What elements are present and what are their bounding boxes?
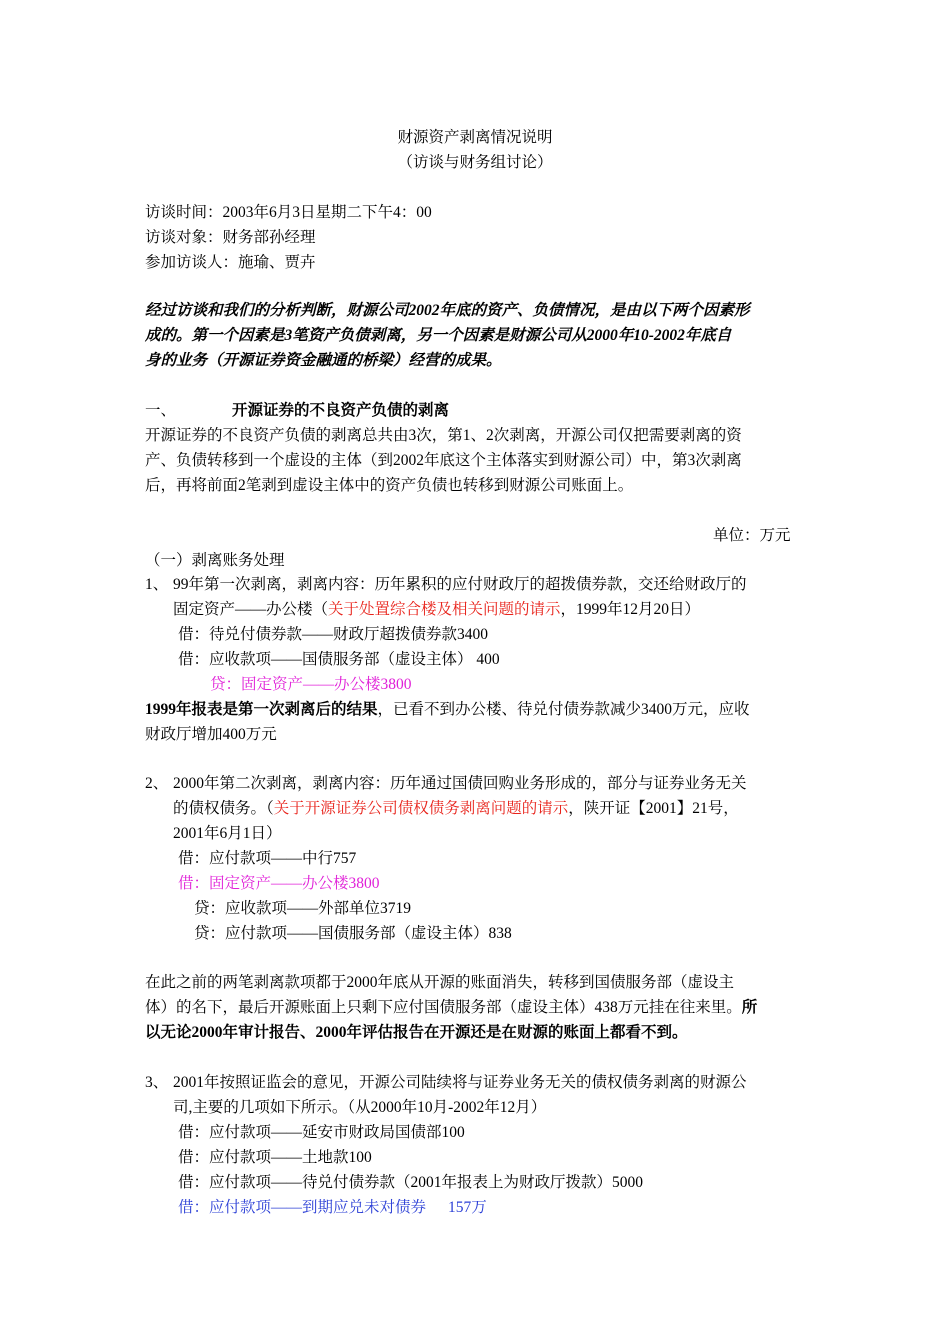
item1-number: 1、 — [145, 576, 169, 593]
item2-line2 — [173, 796, 739, 821]
item3-blue-entry-amount: 157万 — [448, 1199, 487, 1216]
para2-line1: 在此之前的两笔剥离款项都于2000年底从开源的账面消失，转移到国债服务部（虚设主 — [145, 974, 735, 991]
para2-line2-bold: 所 — [741, 999, 758, 1016]
item3-text: 2001年按照证监会的意见，开源公司陆续将与证券业务无关的债权债务剥离的财源公 — [173, 1074, 747, 1091]
item3-number: 3、 — [145, 1074, 169, 1091]
item3-blue-entry — [178, 1195, 487, 1220]
item1-result-rest: ，已看不到办公楼、待兑付债券款减少3400万元，应收 — [377, 701, 750, 718]
item1-line1 — [145, 572, 747, 597]
item2-text-post: ，陕开证【2001】21号， — [568, 800, 739, 817]
subsection-heading: （一）剥离账务处理 — [145, 552, 285, 569]
item3-entry: 借：应付款项——土地款100 — [178, 1149, 372, 1166]
item3-line1 — [145, 1070, 747, 1095]
item1-entry: 借：应收款项——国债服务部（虚设主体） 400 — [178, 651, 500, 668]
item2-credit-entry: 贷：应付款项——国债服务部（虚设主体）838 — [194, 925, 512, 942]
interview-participants: 参加访谈人：施瑜、贾卉 — [145, 254, 316, 271]
section1-intro-line: 后，再将前面2笔剥到虚设主体中的资产负债也转移到财源公司账面上。 — [145, 477, 634, 494]
item1-line2 — [173, 597, 700, 622]
item2-credit-entry: 贷：应收款项——外部单位3719 — [194, 900, 412, 917]
item2-text-pre: 的债权债务。（ — [173, 800, 274, 817]
item3-line2: 司,主要的几项如下所示。（从2000年10月-2002年12月） — [173, 1099, 547, 1116]
item1-result-bold: 1999年报表是第一次剥离后的结果 — [145, 701, 378, 718]
summary-line: 经过访谈和我们的分析判断，财源公司2002年底的资产、负债情况，是由以下两个因素形 — [145, 302, 750, 319]
summary-line: 成的。第一个因素是3笔资产负债剥离，另一个因素是财源公司从2000年10-2002年底自 — [145, 327, 732, 344]
unit-label: 单位：万元 — [713, 527, 791, 544]
section1-intro-line: 开源证券的不良资产负债的剥离总共由3次，第1、2次剥离，开源公司仅把需要剥离的资 — [145, 427, 742, 444]
item2-document-ref: 关于开源证券公司债权债务剥离问题的请示 — [273, 800, 569, 817]
para2-line3: 以无论2000年审计报告、2000年评估报告在开源还是在财源的账面上都看不到。 — [145, 1024, 688, 1041]
item2-debit-entry: 借：应付款项——中行757 — [178, 850, 357, 867]
item1-text: 99年第一次剥离，剥离内容：历年累积的应付财政厅的超拨债券款，交还给财政厅的 — [173, 576, 747, 593]
item1-entry: 借：待兑付债券款——财政厅超拨债券款3400 — [178, 626, 489, 643]
item1-result-line1 — [145, 697, 750, 722]
doc-subtitle: （访谈与财务组讨论） — [397, 154, 553, 171]
para2-line2-text: 体）的名下，最后开源账面上只剩下应付国债服务部（虚设主体）438万元挂在往来里。 — [145, 999, 742, 1016]
section1-intro-line: 产、负债转移到一个虚设的主体（到2002年底这个主体落实到财源公司）中，第3次剥离 — [145, 452, 742, 469]
item1-document-ref: 关于处置综合楼及相关问题的请示 — [328, 601, 561, 618]
item1-text-pre: 固定资产——办公楼（ — [173, 601, 329, 618]
para2-line2 — [145, 995, 757, 1020]
doc-title: 财源资产剥离情况说明 — [397, 129, 553, 146]
item1-credit-entry: 贷：固定资产——办公楼3800 — [210, 676, 412, 693]
section1-number: 一、 — [145, 402, 177, 419]
item3-entry: 借：应付款项——待兑付债券款（2001年报表上为财政厅拨款）5000 — [178, 1174, 644, 1191]
item2-number: 2、 — [145, 775, 169, 792]
item2-debit-entry-highlight: 借：固定资产——办公楼3800 — [178, 875, 380, 892]
interview-subject: 访谈对象：财务部孙经理 — [145, 229, 316, 246]
item2-line1 — [145, 771, 747, 796]
interview-time: 访谈时间：2003年6月3日星期二下午4：00 — [145, 204, 432, 221]
section1-title: 开源证券的不良资产负债的剥离 — [232, 402, 450, 419]
item1-result-line2: 财政厅增加400万元 — [145, 726, 277, 743]
item3-entry: 借：应付款项——延安市财政局国债部100 — [178, 1124, 465, 1141]
item2-text: 2000年第二次剥离，剥离内容：历年通过国债回购业务形成的，部分与证券业务无关 — [173, 775, 747, 792]
summary-line: 身的业务（开源证券资金融通的桥梁）经营的成果。 — [145, 352, 502, 369]
item3-blue-entry-text: 借：应付款项——到期应兑未对债券 — [178, 1199, 427, 1216]
item1-text-post: ，1999年12月20日） — [560, 601, 701, 618]
section1-heading — [145, 398, 449, 423]
item2-line3: 2001年6月1日） — [173, 825, 282, 842]
